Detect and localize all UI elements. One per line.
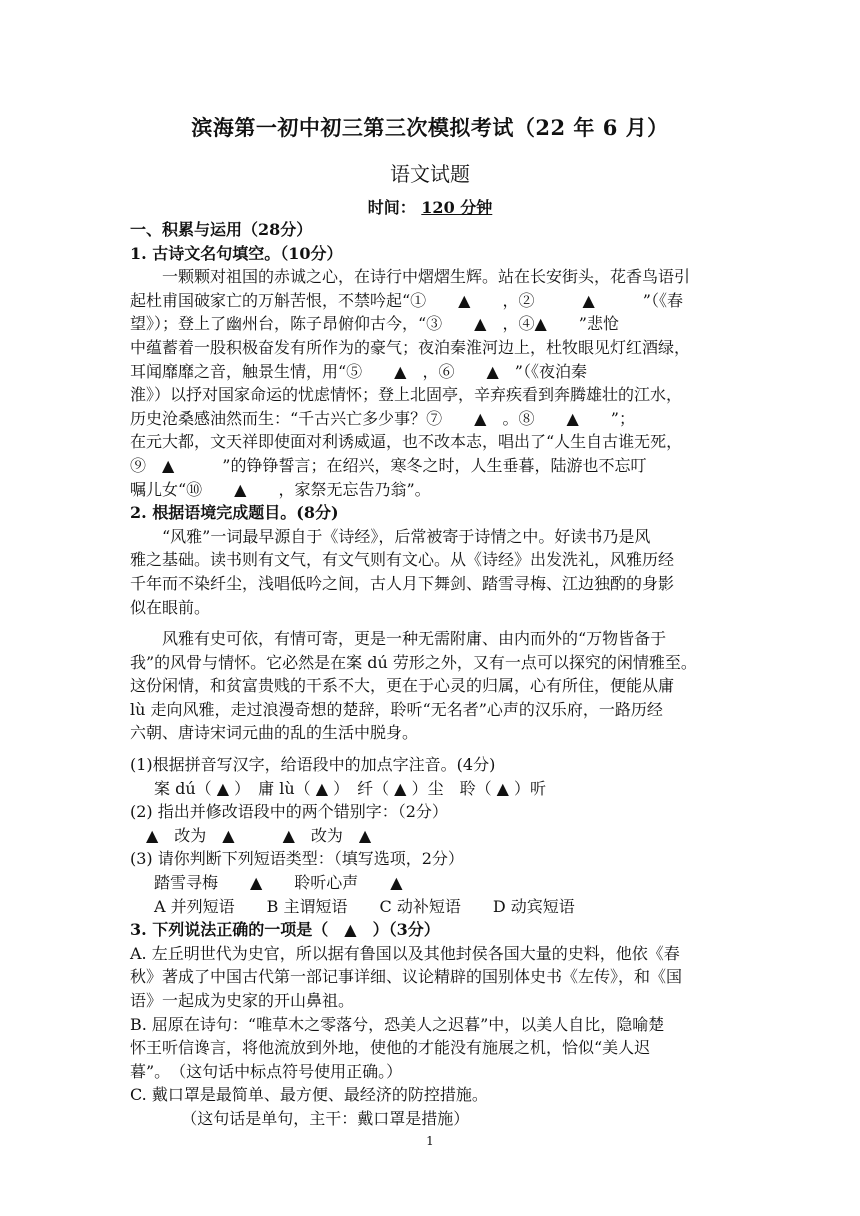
- time-value: 120 分钟: [421, 198, 493, 217]
- option-b-line: B. 屈原在诗句：“唯草木之零落兮，恐美人之迟暮”中，以美人自比，隐喻楚: [130, 1014, 665, 1034]
- exam-content: [130, 218, 725, 1131]
- question-1-line: 望》）；登上了幽州台，陈子昂俯仰古今，“③ ▲ ，④▲ ”悲怆: [130, 314, 619, 334]
- question-1-line: 在元大都，文天祥即使面对利诱威逼，也不改本志，唱出了“人生自古谁无死，: [130, 432, 683, 452]
- exam-subtitle: 语文试题: [390, 162, 470, 186]
- passage-line: lù 走向风雅，走过浪漫奇想的楚辞，聆听“无名者”心声的汉乐府，一路历经: [130, 699, 663, 719]
- time-label: 时间：: [367, 198, 416, 217]
- subquestion-2-answers: ▲ 改为 ▲ ▲ 改为 ▲: [130, 825, 372, 845]
- option-b-line: 暮”。 （这句话中标点符号使用正确。）: [130, 1061, 403, 1081]
- subquestion-1-answers: 案 dú（ ▲ ） 庸 lù（ ▲ ） 纤（ ▲ ）尘 聆（ ▲ ）听: [154, 778, 547, 798]
- option-a-line: 秋》著成了中国古代第一部记事详细、议论精辟的国别体史书《左传》，和《国: [130, 967, 683, 987]
- question-3-heading: 3. 下列说法正确的一项是（ ▲ ）（3分）: [130, 920, 440, 940]
- subquestion-3: (3) 请你判断下列短语类型：（填写选项，2分）: [130, 849, 464, 869]
- question-1-heading: 1. 古诗文名句填空。（10分）: [130, 243, 343, 263]
- subquestion-3-answers: 踏雪寻梅 ▲ 聆听心声 ▲: [154, 873, 403, 893]
- section-heading: 一、积累与运用（28分）: [130, 220, 313, 239]
- question-1-line: ⑨ ▲ ”的铮铮誓言；在绍兴，寒冬之时，人生垂暮，陆游也不忘叮: [130, 455, 647, 475]
- question-1-line: 淮》）以抒对国家命运的忧虑情怀；登上北固亭，辛弃疾看到奔腾雄壮的江水，: [130, 385, 683, 405]
- passage-line: 千年而不染纤尘，浅唱低吟之间，古人月下舞剑、踏雪寻梅、江边独酌的身影: [130, 573, 675, 593]
- option-c-line: C. 戴口罩是最简单、最方便、最经济的防控措施。: [130, 1085, 488, 1105]
- paragraph-gap: [130, 745, 725, 753]
- option-c-note: （这句话是单句，主干：戴口罩是措施）: [181, 1108, 470, 1128]
- question-1-line: 耳闻靡靡之音，触景生情，用“⑤ ▲ ，⑥ ▲ ”（《夜泊秦: [130, 361, 587, 381]
- exam-title: 滨海第一初中初三第三次模拟考试（22 年 6 月）: [191, 115, 669, 140]
- passage-line: “风雅”一词最早源自于《诗经》，后常被寄于诗情之中。好读书乃是风: [162, 526, 651, 546]
- passage-line: 雅之基础。读书则有文气，有文气则有文心。从《诗经》出发洗礼，风雅历经: [130, 550, 675, 570]
- subquestion-2: (2) 指出并修改语段中的两个错别字：（2分）: [130, 802, 448, 822]
- passage-line: 我”的风骨与情怀。它必然是在案 dú 劳形之外，又有一点可以探究的闲情雅至。: [130, 652, 697, 672]
- subquestion-3-options: A 并列短语 B 主谓短语 C 动补短语 D 动宾短语: [154, 896, 575, 916]
- passage-line: 似在眼前。: [130, 597, 211, 617]
- paragraph-gap: [130, 619, 725, 627]
- option-a-line: 语》一起成为史家的开山鼻祖。: [130, 991, 355, 1010]
- subquestion-1: (1)根据拼音写汉字，给语段中的加点字注音。(4分): [130, 755, 496, 775]
- question-1-line: 中蕴蓄着一股积极奋发有所作为的豪气；夜泊秦淮河边上，杜牧眼见灯红酒绿，: [130, 337, 691, 357]
- passage-line: 风雅有史可依，有情可寄，更是一种无需附庸、由内而外的“万物皆备于: [162, 629, 667, 649]
- page-number: 1: [426, 1134, 434, 1148]
- option-b-line: 怀王听信谗言，将他流放到外地，使他的才能没有施展之机，恰似“美人迟: [130, 1038, 651, 1058]
- option-a-line: A. 左丘明世代为史官，所以据有鲁国以及其他封侯各国大量的史料，他依《春: [130, 943, 680, 963]
- exam-time: [0, 195, 860, 218]
- question-2-heading: 2. 根据语境完成题目。(8分): [130, 503, 339, 523]
- passage-line: 六朝、唐诗宋词元曲的乱的生活中脱身。: [130, 723, 419, 743]
- passage-line: 这份闲情，和贫富贵贱的干系不大，更在于心灵的归属，心有所住，便能从庸: [130, 676, 675, 696]
- question-1-line: 起杜甫国破家亡的万斛苦恨，不禁吟起“① ▲ ，② ▲ ”（《春: [130, 290, 683, 310]
- question-1-line: 历史沧桑感油然而生：“千古兴亡多少事？⑦ ▲ 。⑧ ▲ ”；: [130, 408, 635, 428]
- question-1-line: 一颗颗对祖国的赤诚之心，在诗行中熠熠生辉。站在长安街头，花香鸟语引: [162, 267, 691, 287]
- question-1-line: 嘱儿女“⑩ ▲ ，家祭无忘告乃翁”。: [130, 479, 431, 499]
